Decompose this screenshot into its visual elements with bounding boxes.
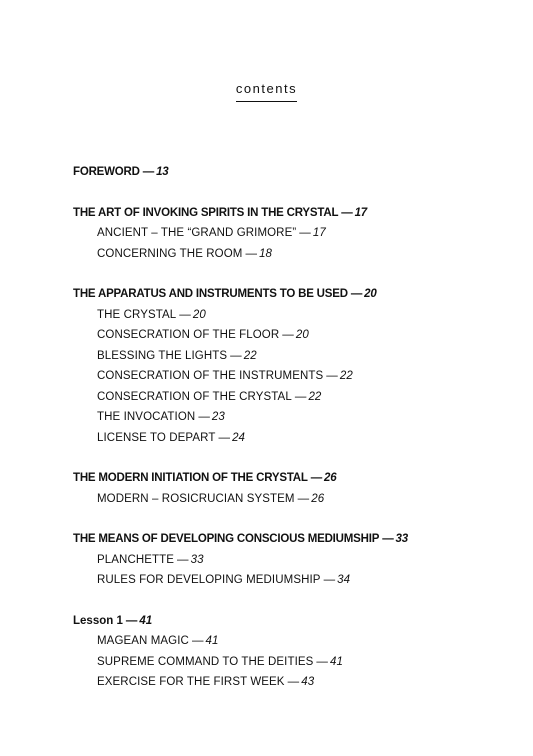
page-number: 24 [232, 431, 246, 444]
entry-title: PLANCHETTE [97, 553, 175, 566]
toc-section [73, 611, 513, 693]
page-number: 18 [259, 247, 273, 260]
toc-subentry [73, 305, 513, 326]
entry-title: CONSECRATION OF THE INSTRUMENTS [97, 370, 324, 382]
entry-title: THE MODERN INITIATION OF THE CRYSTAL [73, 472, 308, 484]
toc-chapter-entry [73, 468, 513, 489]
entry-title: THE CRYSTAL [97, 308, 177, 321]
page-number: 20 [364, 288, 377, 300]
toc-subentry [73, 428, 513, 449]
toc-chapter-entry [73, 529, 513, 550]
entry-separator: — [382, 533, 394, 545]
entry-separator: — [191, 635, 204, 647]
toc-section [73, 162, 513, 183]
page-number: 26 [311, 492, 325, 505]
toc-subentry [73, 387, 513, 408]
page-number: 33 [190, 553, 204, 566]
entry-separator: — [297, 492, 310, 505]
page-number: 34 [337, 574, 351, 586]
entry-title: FOREWORD [73, 166, 140, 178]
page-number: 41 [330, 655, 344, 668]
page-title: contents [236, 81, 297, 102]
entry-separator: — [245, 247, 258, 260]
toc-subentry [73, 652, 513, 673]
entry-title: Lesson 1 [73, 614, 123, 627]
entry-title: RULES FOR DEVELOPING MEDIUMSHIP [97, 574, 321, 586]
entry-separator: — [316, 655, 329, 668]
entry-title: THE APPARATUS AND INSTRUMENTS TO BE USED [73, 288, 348, 300]
toc-subentry [73, 346, 513, 367]
table-of-contents [73, 162, 513, 713]
page-number: 20 [295, 329, 309, 341]
entry-separator: — [230, 349, 242, 362]
page-number: 33 [395, 533, 408, 545]
page-number: 22 [308, 390, 322, 403]
contents-heading [0, 80, 533, 102]
page-number: 17 [354, 206, 367, 219]
toc-chapter-entry [73, 162, 513, 183]
entry-title: MAGEAN MAGIC [97, 635, 189, 647]
entry-separator: — [326, 370, 338, 382]
page-number: 17 [312, 227, 326, 239]
entry-separator: — [179, 308, 191, 321]
entry-separator: — [341, 206, 353, 219]
entry-title: ANCIENT – THE “GRAND GRIMORE” [97, 227, 297, 239]
entry-title: CONCERNING THE ROOM [97, 247, 243, 260]
entry-separator: — [218, 431, 231, 444]
toc-chapter-entry [73, 203, 513, 224]
toc-subentry [73, 489, 513, 510]
page-number: 26 [324, 472, 337, 484]
toc-subentry [73, 550, 513, 571]
toc-subentry [73, 366, 513, 387]
toc-subentry [73, 223, 513, 244]
toc-subentry [73, 244, 513, 265]
entry-separator: — [299, 227, 311, 239]
entry-title: SUPREME COMMAND TO THE DEITIES [97, 655, 314, 668]
entry-separator: — [294, 390, 307, 403]
page-number: 22 [339, 370, 353, 382]
toc-section [73, 284, 513, 448]
page-number: 43 [301, 676, 315, 688]
entry-separator: — [310, 472, 323, 484]
toc-section [73, 468, 513, 509]
entry-title: THE INVOCATION [97, 411, 196, 423]
entry-separator: — [282, 329, 294, 341]
page-number: 13 [156, 166, 169, 178]
toc-section [73, 529, 513, 591]
toc-section [73, 203, 513, 265]
toc-subentry [73, 631, 513, 652]
toc-subentry [73, 325, 513, 346]
entry-separator: — [350, 288, 363, 300]
entry-title: MODERN – ROSICRUCIAN SYSTEM [97, 492, 295, 505]
page-number: 22 [243, 349, 257, 362]
entry-title: THE ART OF INVOKING SPIRITS IN THE CRYSTAL [73, 206, 339, 219]
entry-title: LICENSE TO DEPART [97, 431, 216, 444]
entry-separator: — [142, 166, 155, 178]
entry-title: CONSECRATION OF THE CRYSTAL [97, 390, 292, 403]
entry-separator: — [125, 614, 138, 627]
entry-title: THE MEANS OF DEVELOPING CONSCIOUS MEDIUMSHIP [73, 533, 380, 545]
entry-title: BLESSING THE LIGHTS [97, 349, 228, 362]
toc-subentry [73, 407, 513, 428]
entry-title: CONSECRATION OF THE FLOOR [97, 329, 280, 341]
page-number: 41 [205, 635, 219, 647]
entry-separator: — [177, 553, 189, 566]
entry-title: EXERCISE FOR THE FIRST WEEK [97, 676, 285, 688]
page-number: 41 [139, 614, 153, 627]
toc-subentry [73, 672, 513, 693]
toc-chapter-entry [73, 284, 513, 305]
toc-chapter-entry [73, 611, 513, 632]
page-number: 23 [211, 411, 225, 423]
toc-subentry [73, 570, 513, 591]
entry-separator: — [198, 411, 210, 423]
page-number: 20 [192, 308, 206, 321]
entry-separator: — [287, 676, 300, 688]
entry-separator: — [323, 574, 336, 586]
